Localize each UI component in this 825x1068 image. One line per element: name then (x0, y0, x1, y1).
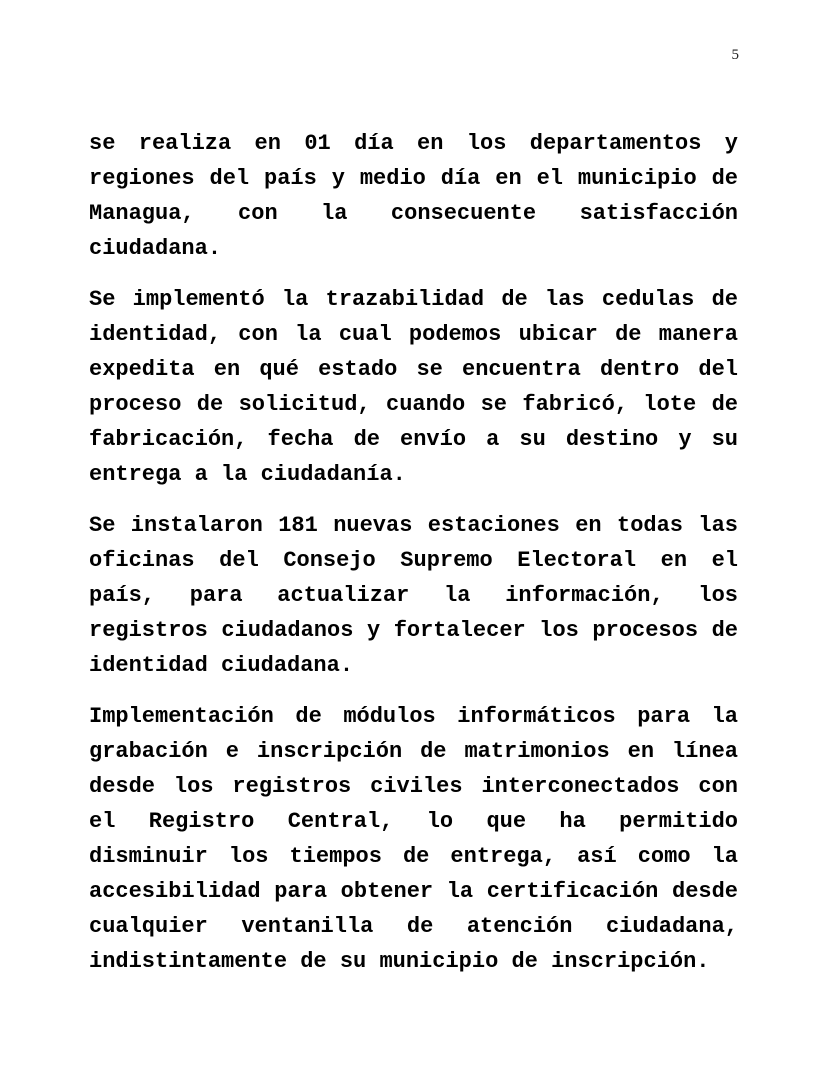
paragraph-service-time: se realiza en 01 día en los departamentos y regiones del país y medio día en el municipio de Managua, con la consecuente satisfacción ciudadana. (89, 131, 738, 261)
paragraph-marriage-modules: Implementación de módulos informáticos para la grabación e inscripción de matrimonios en línea desde los registros civiles interconectados con el Registro Central, lo que ha permitido disminuir los tiempos de entrega, así como la accesibilidad para obtener la certificación desde cualquier ventanilla de atención ciudadana, indistintamente de su municipio de inscripción. (89, 704, 738, 974)
document-body (89, 126, 738, 995)
paragraph-id-traceability: Se implementó la trazabilidad de las cedulas de identidad, con la cual podemos ubicar de manera expedita en qué estado se encuentra dentro del proceso de solicitud, cuando se fabricó, lote de fabricación, fecha de envío a su destino y su entrega a la ciudadanía. (89, 287, 738, 487)
page-number: 5 (731, 47, 739, 63)
paragraph-new-stations: Se instalaron 181 nuevas estaciones en todas las oficinas del Consejo Supremo Electoral en el país, para actualizar la información, los registros ciudadanos y fortalecer los procesos de identidad ciudadana. (89, 513, 738, 678)
